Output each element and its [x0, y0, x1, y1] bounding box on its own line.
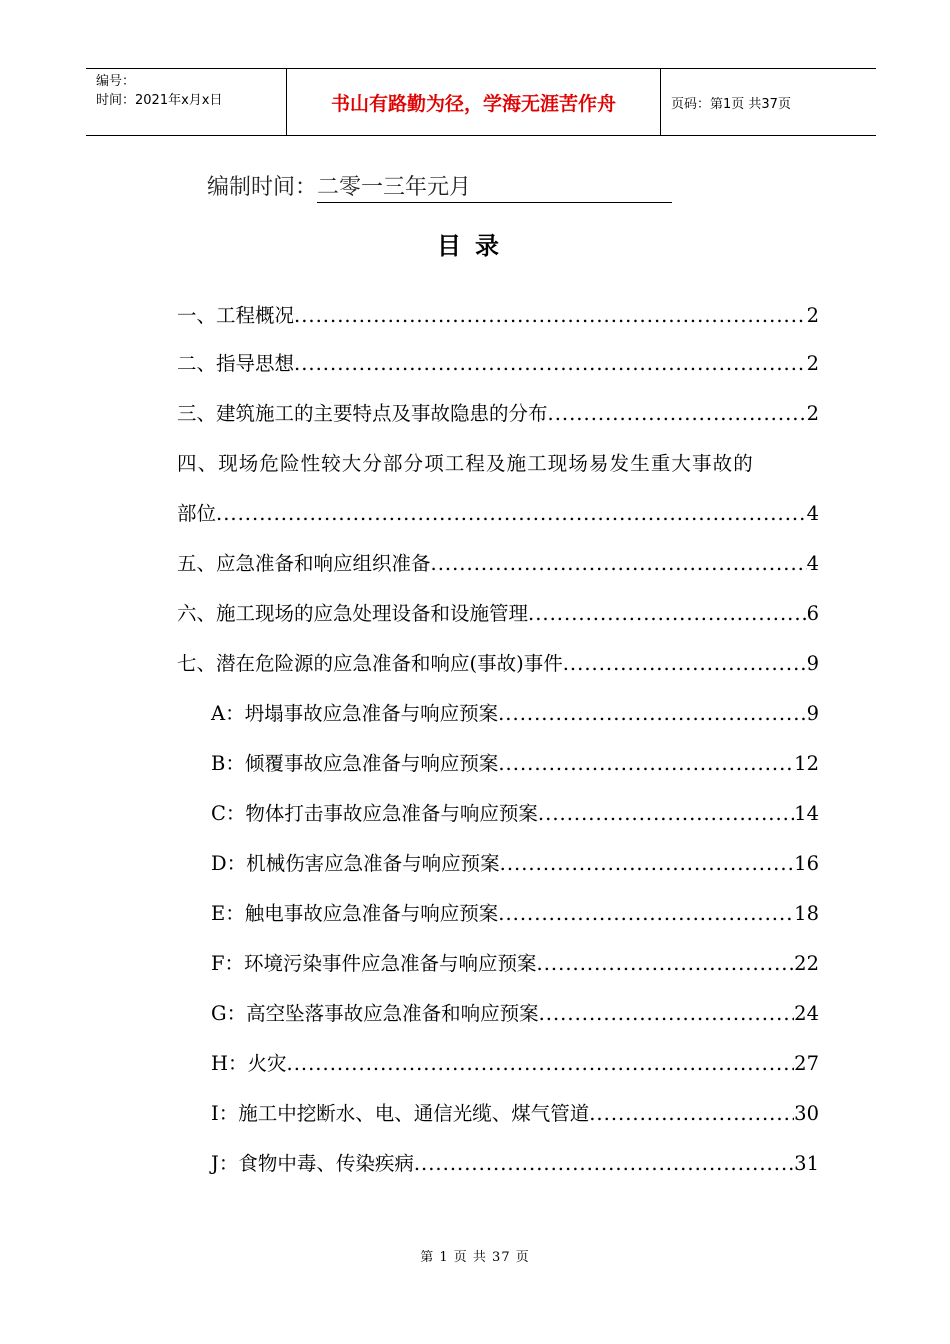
toc-entry[interactable]: [177, 540, 819, 588]
toc-entry[interactable]: [177, 390, 819, 438]
toc-leader-dots: [589, 1090, 794, 1138]
toc-leader-dots: [563, 640, 807, 688]
toc-entry-text: D：机械伤害应急准备与响应预案: [211, 852, 500, 875]
toc-entry-text: 七、潜在危险源的应急准备和响应(事故)事件: [177, 652, 563, 675]
toc-entry-text: 三、建筑施工的主要特点及事故隐患的分布: [177, 402, 548, 425]
toc-entry-page: 4: [806, 502, 819, 525]
compile-time-line: [207, 170, 672, 203]
toc-leader-dots: [539, 990, 795, 1038]
toc-entry-text: I：施工中挖断水、电、通信光缆、煤气管道: [211, 1102, 590, 1125]
toc-entry-page: 30: [794, 1102, 819, 1125]
toc-entry-text: 二、指导思想: [177, 352, 295, 375]
page-footer: 第 1 页 共 37 页: [420, 1250, 530, 1265]
toc-entry-page: 27: [794, 1052, 819, 1075]
header-meta-cell: [86, 69, 287, 135]
toc-leader-dots: [538, 790, 794, 838]
toc-leader-dots: [500, 840, 795, 888]
time-text: 时间：2021年x月x日: [96, 93, 223, 108]
toc-leader-dots: [537, 940, 795, 988]
toc-entry-page: 22: [794, 952, 819, 975]
toc-entry[interactable]: [177, 790, 819, 838]
compile-time-label: 编制时间：: [207, 175, 318, 200]
toc-entry-page: 9: [806, 652, 819, 675]
toc-entry-page: 24: [794, 1002, 819, 1025]
toc-entry-text: F：环境污染事件应急准备与响应预案: [211, 952, 537, 975]
toc-entry[interactable]: [177, 1040, 819, 1088]
toc-entry[interactable]: [177, 740, 819, 788]
toc-entry-page: 16: [794, 852, 819, 875]
toc-entry[interactable]: [177, 1090, 819, 1138]
toc-leader-dots: [414, 1140, 794, 1188]
toc-entry-page: 9: [806, 702, 819, 725]
toc-entry-text: E：触电事故应急准备与响应预案: [211, 902, 499, 925]
toc-entry[interactable]: [177, 440, 819, 538]
toc-leader-dots: [294, 340, 807, 388]
toc-entry-page: 2: [806, 304, 819, 327]
toc-leader-dots: [528, 590, 807, 638]
toc-entry[interactable]: [177, 590, 819, 638]
toc-entry[interactable]: [177, 292, 819, 340]
toc-leader-dots: [216, 490, 807, 538]
toc-leader-dots: [431, 540, 807, 588]
toc-entry-page: 6: [806, 602, 819, 625]
toc-title: 目录: [437, 232, 513, 260]
toc-entry-text: J：食物中毒、传染疾病: [211, 1152, 414, 1175]
toc-entry-text: 六、施工现场的应急处理设备和设施管理: [177, 602, 529, 625]
toc-entry-text: 四、现场危险性较大分部分项工程及施工现场易发生重大事故的: [177, 452, 754, 475]
toc-leader-dots: [498, 740, 794, 788]
toc-entry-page: 2: [806, 352, 819, 375]
toc-entry[interactable]: [177, 890, 819, 938]
toc-entry-text: G：高空坠落事故应急准备和响应预案: [211, 1002, 539, 1025]
toc-entry-page: 2: [806, 402, 819, 425]
toc-entry-text-continued: 部位: [177, 502, 217, 525]
toc-entry[interactable]: [177, 340, 819, 388]
header-page-info: 页码：第1页 共37页: [671, 96, 791, 112]
toc-entry-text: 五、应急准备和响应组织准备: [177, 552, 431, 575]
header-motto: 书山有路勤为径，学海无涯苦作舟: [287, 69, 661, 135]
compile-time-value: 二零一三年元月: [317, 170, 672, 203]
toc-entry[interactable]: [177, 990, 819, 1038]
toc-entry-page: 12: [794, 752, 819, 775]
toc-entry[interactable]: [177, 840, 819, 888]
toc-leader-dots: [548, 390, 807, 438]
toc-entry[interactable]: [177, 640, 819, 688]
toc-entry-page: 4: [806, 552, 819, 575]
toc-entry-text: 一、工程概况: [177, 304, 295, 327]
toc-leader-dots: [498, 890, 794, 938]
toc-entry[interactable]: [177, 940, 819, 988]
toc-leader-dots: [287, 1040, 795, 1088]
toc-entry[interactable]: [177, 690, 819, 738]
page-header: [86, 68, 876, 136]
toc-entry-text: H：火灾: [211, 1052, 287, 1075]
serial-label: 编号：: [96, 74, 136, 89]
toc-entry[interactable]: [177, 1140, 819, 1188]
toc-entry-text: C：物体打击事故应急准备与响应预案: [211, 802, 538, 825]
toc-entry-text: A：坍塌事故应急准备与响应预案: [211, 702, 499, 725]
toc-entry-page: 14: [794, 802, 819, 825]
toc-leader-dots: [294, 292, 807, 340]
toc-entry-page: 31: [794, 1152, 819, 1175]
toc-leader-dots: [498, 690, 806, 738]
toc-entry-text: B：倾覆事故应急准备与响应预案: [211, 752, 499, 775]
toc-entry-page: 18: [794, 902, 819, 925]
